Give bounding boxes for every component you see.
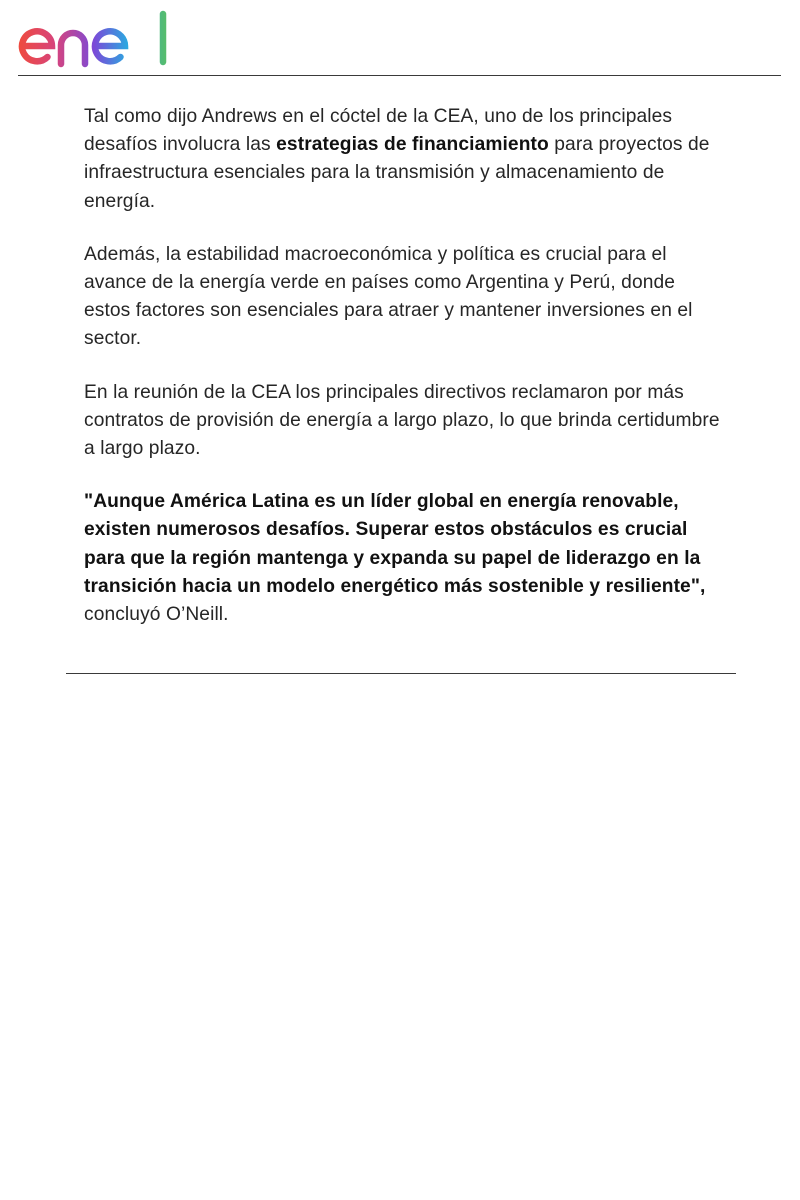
quote-attribution: concluyó O’Neill. (84, 604, 229, 626)
quote-paragraph (84, 488, 724, 629)
enel-logo-icon[interactable] (18, 10, 170, 68)
paragraph-contracts: En la reunión de la CEA los principales directivos reclamaron por más contratos de provisión de energía a largo plazo, lo que brinda certidumbre a largo plazo. (84, 381, 720, 460)
paragraph-financing (84, 103, 724, 216)
enel-logo-svg (18, 10, 170, 68)
article-divider (66, 673, 736, 674)
paragraph-text: para proyectos de infraestructura esenciales para la transmisión y almacenamiento de energía. (84, 134, 710, 212)
quote-text: "Aunque América Latina es un líder global en energía renovable, existen numerosos desafíos. Superar estos obstáculos es crucial para que la región mantenga y expanda su papel de liderazgo en la transición hacia un modelo energético más sostenible y resiliente", (84, 491, 706, 597)
article-body (84, 103, 724, 654)
paragraph-text: Tal como dijo Andrews en el cóctel de la CEA, uno de los principales desafíos involucra las (84, 106, 673, 156)
site-header (18, 0, 781, 76)
emphasis-text: estrategias de financiamiento (276, 134, 549, 156)
paragraph-stability: Además, la estabilidad macroeconómica y política es crucial para el avance de la energía verde en países como Argentina y Perú, donde estos factores son esenciales para atraer y mantener inversiones en el sector. (84, 243, 693, 350)
